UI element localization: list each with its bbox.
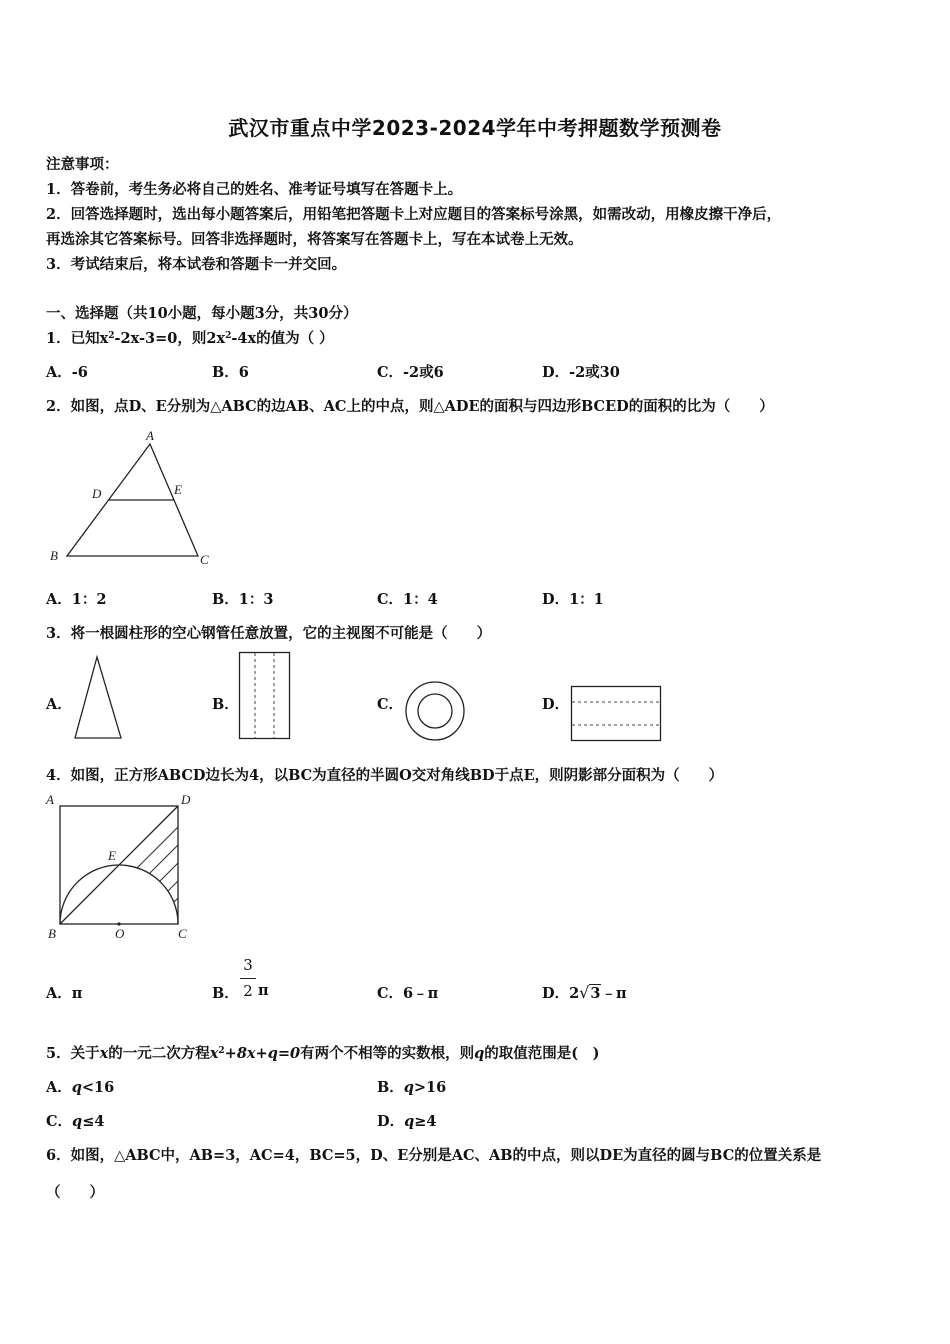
q2-option-d: D．1：1 xyxy=(542,591,604,608)
q3-option-a-triangle xyxy=(72,655,124,741)
q5-option-c: C．q≤4 xyxy=(46,1113,105,1130)
q2-option-c: C．1：4 xyxy=(377,591,438,608)
q5-option-d: D．q≥4 xyxy=(377,1113,437,1130)
q4-option-b-prefix: B． xyxy=(212,985,239,1002)
label-e: E xyxy=(174,482,182,497)
semicircle-o xyxy=(60,865,178,924)
q1-option-a: A．-6 xyxy=(46,364,88,381)
q4-option-b-numerator: 3 xyxy=(243,956,253,974)
notice-item: 1．答卷前，考生务必将自己的姓名、准考证号填写在答题卡上。 xyxy=(46,181,463,198)
label-d: D xyxy=(92,486,102,501)
notice-item: 3．考试结束后，将本试卷和答题卡一并交回。 xyxy=(46,256,347,273)
q3-option-c-letter: C． xyxy=(377,696,404,713)
q2-option-b: B．1：3 xyxy=(212,591,274,608)
q2-triangle-figure xyxy=(40,428,230,573)
question-2-stem: 2．如图，点D、E分别为△ABC的边AB、AC上的中点，则△ADE的面积与四边形BCED的面积的比为（ ） xyxy=(46,398,774,415)
question-6-stem: 6．如图，△ABC中，AB=3，AC=4，BC=5，D、E分别是AC、AB的中点，则以DE为直径的圆与BC的位置关系是 xyxy=(46,1147,822,1164)
label-b: B xyxy=(48,926,56,941)
notice-item: 再选涂其它答案标号。回答非选择题时，将答案写在答题卡上，写在本试卷上无效。 xyxy=(46,231,583,248)
q4-option-b-fraction-bar xyxy=(240,978,256,979)
label-c: C xyxy=(200,552,209,567)
label-a: A xyxy=(146,428,154,443)
q4-option-b-pi: π xyxy=(258,982,269,999)
sqrt-sign-icon: √ xyxy=(579,983,590,1002)
q1-option-d: D．-2或30 xyxy=(542,364,620,381)
section-heading: 一、选择题（共10小题，每小题3分，共30分） xyxy=(46,305,358,322)
q3-option-b-letter: B． xyxy=(212,696,239,713)
q5-option-a: A．q<16 xyxy=(46,1079,115,1096)
question-3-stem: 3．将一根圆柱形的空心钢管任意放置，它的主视图不可能是（ ） xyxy=(46,625,492,642)
label-d: D xyxy=(181,792,191,807)
label-o: O xyxy=(115,926,125,941)
label-a: A xyxy=(46,792,54,807)
q4-square-figure xyxy=(40,790,210,950)
q3-option-a-letter: A． xyxy=(46,696,72,713)
diagonal-bd xyxy=(60,806,178,924)
q1-option-b: B．6 xyxy=(212,364,249,381)
q4-option-d: D．2√3﹣π xyxy=(542,983,627,1002)
q2-option-a: A．1：2 xyxy=(46,591,107,608)
q3-option-c-rings xyxy=(404,680,466,742)
question-4-stem: 4．如图，正方形ABCD边长为4，以BC为直径的半圆O交对角线BD于点E，则阴影部分面积为（ ） xyxy=(46,767,724,784)
page-title: 武汉市重点中学2023-2024学年中考押题数学预测卷 xyxy=(228,116,722,140)
q4-option-c: C．6﹣π xyxy=(377,985,439,1002)
notice-heading: 注意事项： xyxy=(46,156,119,173)
q3-option-d-rectangle xyxy=(570,685,664,743)
q4-option-a: A．π xyxy=(46,985,83,1002)
question-1-stem: 1．已知$x^2-2x-3=0$，则$2x^2-4x$的值为（ ） xyxy=(46,330,334,347)
label-b: B xyxy=(50,548,58,563)
question-6-paren: （ ） xyxy=(46,1184,104,1201)
question-5-stem: 5．关于x的一元二次方程$x^2+8x+q=0$有两个不相等的实数根，则q的取值范围是( ) xyxy=(46,1045,600,1062)
q3-option-d-letter: D． xyxy=(542,696,570,713)
shaded-region xyxy=(120,804,180,914)
q3-option-b-rectangle xyxy=(238,651,292,741)
q1-option-c: C．-2或6 xyxy=(377,364,444,381)
label-e: E xyxy=(108,848,116,863)
label-c: C xyxy=(178,926,187,941)
q4-option-b-denominator: 2 xyxy=(243,982,253,1000)
notice-item: 2．回答选择题时，选出每小题答案后，用铅笔把答题卡上对应题目的答案标号涂黑，如需改动，用橡皮擦干净后， xyxy=(46,206,782,223)
q5-option-b: B．q>16 xyxy=(377,1079,447,1096)
